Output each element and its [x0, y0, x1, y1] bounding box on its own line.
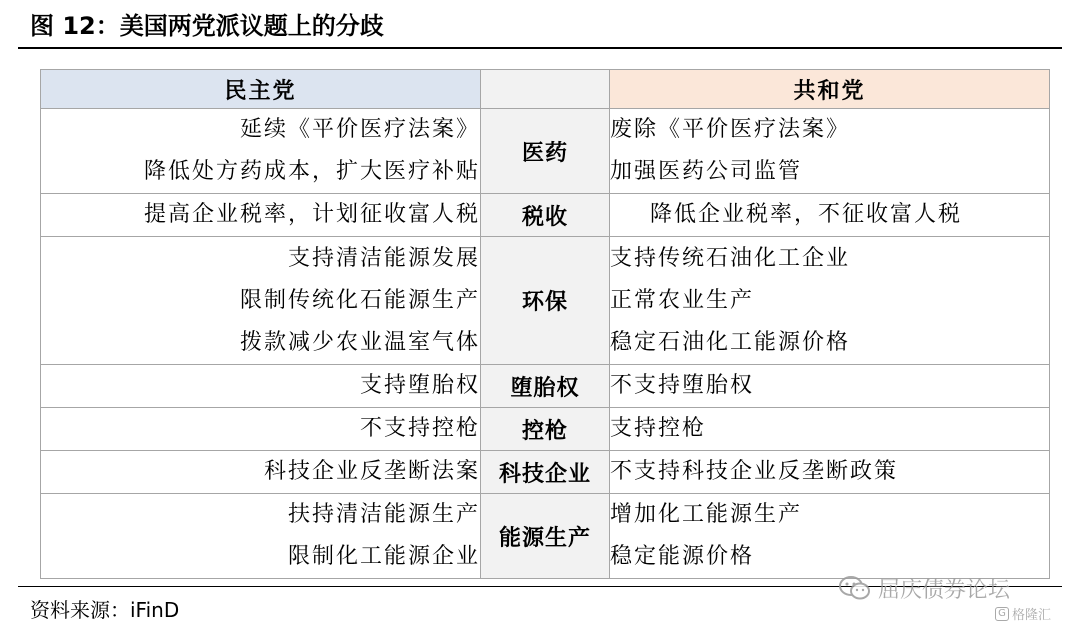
democrat-positions — [41, 451, 481, 494]
topic-cell: 科技企业 — [481, 451, 610, 494]
watermark-text: 屈庆债券论坛 — [878, 577, 1011, 603]
position-text: 降低企业税率，不征收富人税 — [650, 202, 963, 227]
position-text: 拨款减少农业温室气体 — [239, 329, 480, 355]
position-text: 不支持控枪 — [359, 416, 480, 441]
position-text: 扶持清洁能源生产 — [287, 502, 480, 527]
position-text: 支持堕胎权 — [359, 373, 480, 398]
table-row — [41, 194, 1050, 237]
position-text: 支持控枪 — [610, 416, 707, 441]
position-text: 不支持科技企业反垄断政策 — [610, 459, 899, 484]
position-text: 废除《平价医疗法案》 — [610, 117, 851, 142]
position-text: 科技企业反垄断法案 — [263, 459, 480, 484]
topic-cell: 环保 — [481, 237, 610, 365]
position-text: 稳定能源价格 — [610, 544, 755, 569]
table-row — [41, 494, 1050, 579]
party-comparison-table — [40, 69, 1050, 579]
democrat-positions — [41, 365, 481, 408]
wechat-icon — [838, 574, 872, 602]
figure-title: 图 12：美国两党派议题上的分歧 — [30, 12, 384, 40]
position-text: 限制化工能源企业 — [287, 544, 480, 569]
topic-cell: 能源生产 — [481, 494, 610, 579]
header-democrats: 民主党 — [41, 70, 481, 109]
position-text: 稳定石油化工能源价格 — [610, 329, 851, 355]
topic-cell: 医药 — [481, 109, 610, 194]
democrat-positions — [41, 237, 481, 365]
position-text: 提高企业税率，计划征收富人税 — [143, 202, 480, 227]
republican-positions — [610, 194, 1050, 237]
topic-cell: 堕胎权 — [481, 365, 610, 408]
republican-positions — [610, 451, 1050, 494]
position-text: 支持清洁能源发展 — [287, 245, 480, 271]
table-row — [41, 365, 1050, 408]
position-text: 限制传统化石能源生产 — [239, 287, 480, 313]
gelonghui-logo-icon: G — [995, 607, 1009, 621]
corner-watermark-text: 格隆汇 — [1012, 608, 1052, 623]
position-text: 支持传统石油化工企业 — [610, 245, 851, 271]
democrat-positions — [41, 408, 481, 451]
republican-positions — [610, 237, 1050, 365]
democrat-positions — [41, 494, 481, 579]
title-divider — [18, 47, 1062, 49]
republican-positions — [610, 408, 1050, 451]
topic-cell: 控枪 — [481, 408, 610, 451]
democrat-positions — [41, 109, 481, 194]
watermark — [838, 572, 1010, 604]
header-topic — [481, 70, 610, 109]
position-text: 不支持堕胎权 — [610, 373, 755, 398]
position-text: 加强医药公司监管 — [610, 159, 803, 184]
position-text: 正常农业生产 — [610, 287, 755, 313]
corner-watermark — [995, 604, 1051, 623]
source-note: 资料来源：iFinD — [30, 598, 180, 622]
topic-cell: 税收 — [481, 194, 610, 237]
table-header-row — [41, 70, 1050, 109]
position-text: 延续《平价医疗法案》 — [239, 117, 480, 142]
republican-positions — [610, 494, 1050, 579]
position-text: 增加化工能源生产 — [610, 502, 803, 527]
table-row — [41, 451, 1050, 494]
republican-positions — [610, 109, 1050, 194]
position-text: 降低处方药成本，扩大医疗补贴 — [143, 159, 480, 184]
democrat-positions — [41, 194, 481, 237]
header-republicans: 共和党 — [610, 70, 1050, 109]
table-row — [41, 408, 1050, 451]
republican-positions — [610, 365, 1050, 408]
table-row — [41, 109, 1050, 194]
table-row — [41, 237, 1050, 365]
